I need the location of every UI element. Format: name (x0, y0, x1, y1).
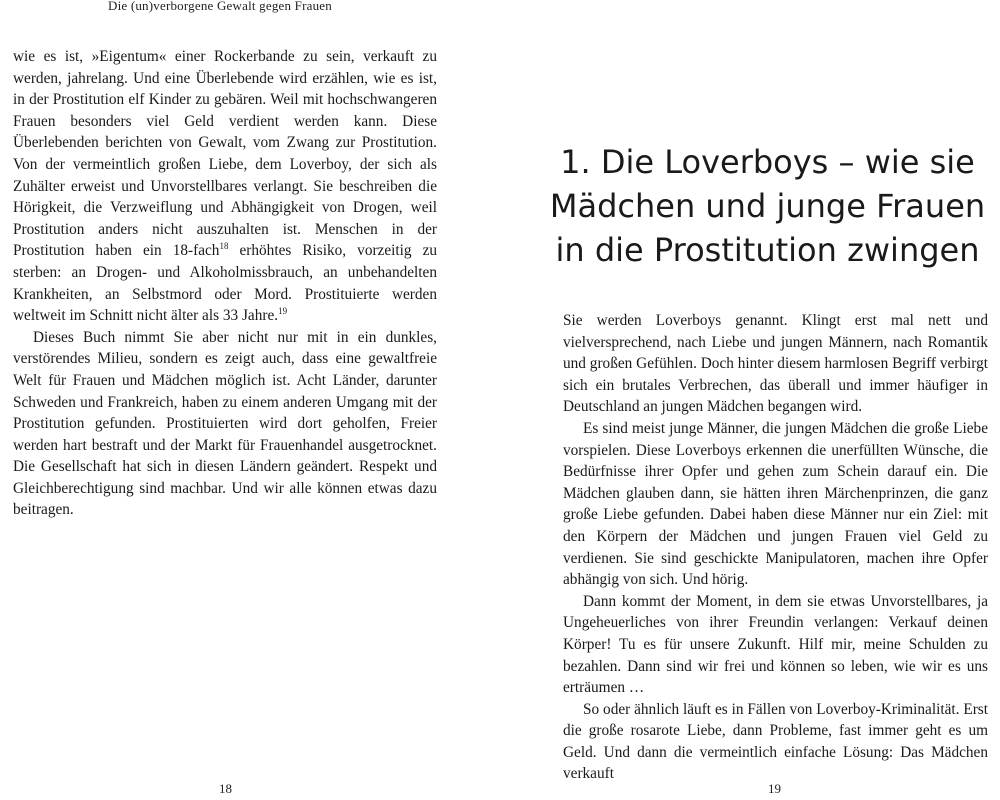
left-page-body (13, 46, 437, 521)
paragraph: Dieses Buch nimmt Sie aber nicht nur mit in ein dunkles, verstörendes Milieu, sondern es zeigt auch, dass eine gewaltfreie Welt für Frauen und Mädchen möglich ist. Acht Länder, darunter Schweden und Frankreich, haben zu einem anderen Umgang mit der Prostitution gefunden. Prostituierten wird dort geholfen, Freier werden hart bestraft und der Markt für Frauenhandel ausgetrocknet. Die Gesellschaft hat sich in diesen Ländern geändert. Respekt und Gleichberechtigung sind machbar. Und wir alle können etwas dazu beitragen. (13, 328, 437, 519)
paragraph-text: erhöhtes Risiko, vorzeitig zu sterben: an Drogen- und Alkoholmissbrauch, an unbehandelten Krankheiten, an Selbstmord oder Mord. Prostituierte werden weltweit im Schnitt nicht älter als 33 Jahre. (13, 242, 438, 325)
page-number: 18 (219, 781, 232, 796)
page-number: 19 (768, 781, 781, 796)
paragraph: So oder ähnlich läuft es in Fällen von Loverboy-Kriminalität. Erst die große rosarote Liebe, dann Probleme, fast immer geht es um Geld. Und dann die vermeintlich einfache Lösung: Das Mädchen verkauft (563, 700, 988, 783)
right-page-body (563, 310, 988, 785)
right-page (500, 0, 1000, 800)
running-header: Die (un)verborgene Gewalt gegen Frauen (108, 0, 332, 13)
footnote-marker-19: 19 (278, 306, 288, 317)
paragraph: Dann kommt der Moment, in dem sie etwas Unvorstellbares, ja Ungeheuerliches von ihrer Freundin verlangen: Verkauf deinen Körper! Tu es für unsere Zukunft. Hilf mir, meine Schulden zu bezahlen. Dann sind wir frei und können so leben, wie wir es uns erträumen … (563, 592, 988, 697)
paragraph: Sie werden Loverboys genannt. Klingt erst mal nett und vielversprechend, nach Liebe und jungen Männern, nach Romantik und großen Gefühlen. Doch hinter diesem harmlosen Begriff verbirgt sich ein brutales Verbrechen, das überall und immer häufiger in Deutschland an jungen Mädchen begangen wird. (563, 312, 988, 416)
paragraph-text: wie es ist, »Eigentum« einer Rockerbande zu sein, verkauft zu werden, jahrelang. Und eine Überlebende wird erzählen, wie es ist, in der Prostitution elf Kinder zu gebären. Weil mit hochschwangeren Frauen besonders viel Geld verdient werden kann. Diese Überlebenden berichten von Gewalt, vom Zwang zur Prostitution. Von der vermeintlich großen Liebe, dem Loverboy, der sich als Zuhälter erweist und Unvorstellbares verlangt. Sie beschreiben die Hörigkeit, die Verzweiflung und Abhängigkeit von Drogen, weil Prostitution anders nicht auszuhalten ist. Menschen in der Prostitution haben ein 18-fach (13, 48, 437, 260)
paragraph (13, 46, 437, 327)
footnote-marker-18: 18 (219, 241, 229, 252)
paragraph: Es sind meist junge Männer, die jungen Mädchen die große Liebe vorspielen. Diese Loverboys erkennen die unerfüllten Wünsche, die Bedürfnisse ihrer Opfer und gehen zum Schein darauf ein. Die Mädchen glauben dann, sie hätten ihren Märchenprinzen, die ganz große Liebe gefunden. Dabei haben diese Männer nur ein Ziel: mit den Körpern der Mädchen und jungen Frauen viel Geld zu verdienen. Sie sind geschickte Manipulatoren, machen ihre Opfer abhängig von sich. Und hörig. (563, 419, 988, 589)
chapter-title: 1. Die Loverboys – wie sie Mädchen und junge Frauen in die Prostitution zwingen (549, 143, 986, 269)
